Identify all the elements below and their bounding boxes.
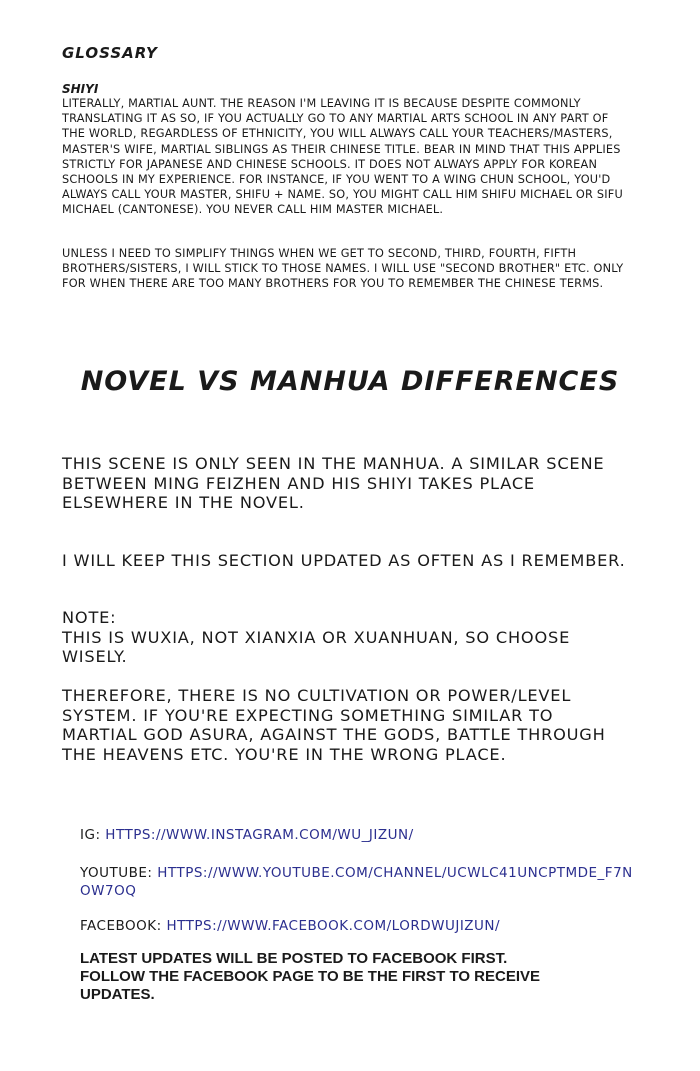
differences-scene-text: THIS SCENE IS ONLY SEEN IN THE MANHUA. A SIMILAR SCENE BETWEEN MING FEIZHEN AND HIS SHIYI TAKES PLACE ELSEWHERE IN THE NOVEL. xyxy=(62,454,605,512)
youtube-link[interactable]: HTTPS://WWW.YOUTUBE.COM/CHANNEL/UCWLC41UNCPTMDE_F7NOW7OQ xyxy=(80,865,633,899)
glossary-naming-note: UNLESS I NEED TO SIMPLIFY THINGS WHEN WE GET TO SECOND, THIRD, FOURTH, FIFTH BROTHERS/SISTERS, I WILL STICK TO THOSE NAMES. I WILL USE "SECOND BROTHER" ETC. ONLY FOR WHEN THERE ARE TOO MANY BROTHERS FOR YOU TO REMEMBER THE CHINESE TERMS. xyxy=(62,247,624,291)
glossary-definition: LITERALLY, MARTIAL AUNT. THE REASON I'M LEAVING IT IS BECAUSE DESPITE COMMONLY TRANSLATING IT AS SO, IF YOU ACTUALLY GO TO ANY MARTIAL ARTS SCHOOL IN ANY PART OF THE WORLD, REGARDLESS OF ETHNICITY, YOU WILL ALWAYS CALL YOUR TEACHERS/MASTERS, MASTER'S WIFE, MARTIAL SIBLINGS AS THEIR CHINESE TITLE. BEAR IN MIND THAT THIS APPLIES STRICTLY FOR JAPANESE AND CHINESE SCHOOLS. IT DOES NOT ALWAYS APPLY FOR KOREAN SCHOOLS IN MY EXPERIENCE. FOR INSTANCE, IF YOU WENT TO A WING CHUN SCHOOL, YOU'D ALWAYS CALL YOUR MASTER, SHIFU + NAME. SO, YOU MIGHT CALL HIM SHIFU MICHAEL OR SIFU MICHAEL (CANTONESE). YOU NEVER CALL HIM MASTER MICHAEL. xyxy=(62,97,623,217)
instagram-row xyxy=(80,826,640,844)
youtube-label: YOUTUBE: xyxy=(80,865,153,881)
facebook-label: FACEBOOK: xyxy=(80,918,162,934)
facebook-link[interactable]: HTTPS://WWW.FACEBOOK.COM/LORDWUJIZUN/ xyxy=(166,918,501,934)
differences-title: NOVEL VS MANHUA DIFFERENCES xyxy=(80,366,620,397)
updates-notice: LATEST UPDATES WILL BE POSTED TO FACEBOOK FIRST. FOLLOW THE FACEBOOK PAGE TO BE THE FIRST TO RECEIVE UPDATES. xyxy=(80,950,541,1003)
instagram-label: IG: xyxy=(80,827,101,843)
glossary-term-shiyi: SHIYI xyxy=(62,82,99,96)
differences-update-text: I WILL KEEP THIS SECTION UPDATED AS OFTEN AS I REMEMBER. xyxy=(62,551,626,570)
instagram-link[interactable]: HTTPS://WWW.INSTAGRAM.COM/WU_JIZUN/ xyxy=(105,827,414,843)
youtube-row xyxy=(80,864,640,900)
differences-note-text: NOTE: THIS IS WUXIA, NOT XIANXIA OR XUANHUAN, SO CHOOSE WISELY. xyxy=(62,608,571,666)
facebook-row xyxy=(80,917,640,935)
differences-therefore-text: THEREFORE, THERE IS NO CULTIVATION OR POWER/LEVEL SYSTEM. IF YOU'RE EXPECTING SOMETHING SIMILAR TO MARTIAL GOD ASURA, AGAINST THE GODS, BATTLE THROUGH THE HEAVENS ETC. YOU'RE IN THE WRONG PLACE. xyxy=(62,686,606,764)
glossary-title: GLOSSARY xyxy=(62,44,158,62)
